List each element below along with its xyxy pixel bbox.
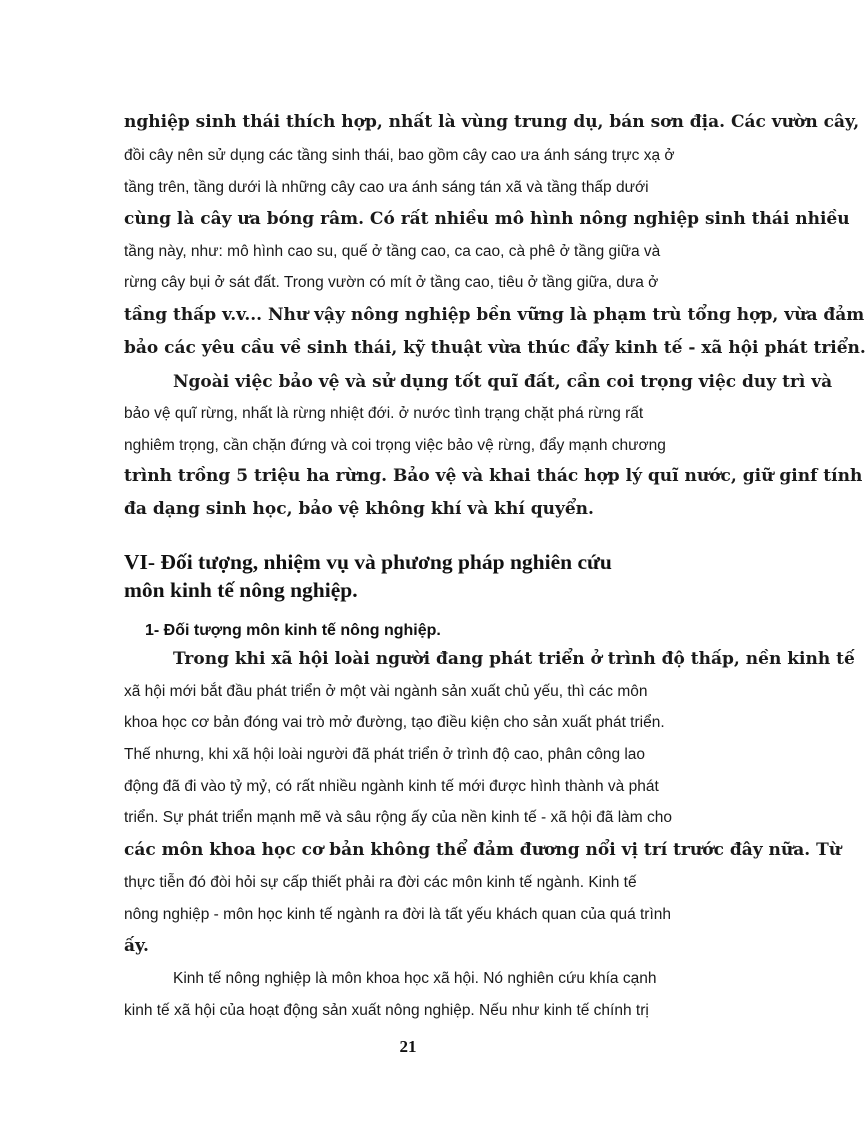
paragraph-3-line: thực tiễn đó đòi hỏi sự cấp thiết phải ra đời các môn kinh tế ngành. Kinh tế [124, 874, 637, 891]
paragraph-1-line: rừng cây bụi ở sát đất. Trong vườn có mít ở tầng cao, tiêu ở tầng giữa, dưa ở [124, 274, 659, 291]
paragraph-2-line: bảo vệ quĩ rừng, nhất là rừng nhiệt đới. ở nước tình trạng chặt phá rừng rất [124, 405, 644, 422]
paragraph-1-line: đồi cây nên sử dụng các tầng sinh thái, bao gồm cây cao ưa ánh sáng trực xạ ở [124, 147, 675, 164]
paragraph-3-line: khoa học cơ bản đóng vai trò mở đường, tạo điều kiện cho sản xuất phát triển. [124, 714, 665, 731]
paragraph-1-line: cùng là cây ưa bóng râm. Có rất nhiều mô hình nông nghiệp sinh thái nhiều [124, 209, 850, 229]
section-heading-line: môn kinh tế nông nghiệp. [124, 578, 358, 602]
subsection-heading: 1- Đối tượng môn kinh tế nông nghiệp. [145, 622, 441, 639]
paragraph-4-line: kinh tế xã hội của hoạt động sản xuất nông nghiệp. Nếu như kinh tế chính trị [124, 1002, 649, 1019]
paragraph-3-line: Trong khi xã hội loài người đang phát triển ở trình độ thấp, nền kinh tế [173, 649, 855, 669]
paragraph-1-line: bảo các yêu cầu về sinh thái, kỹ thuật vừa thúc đẩy kinh tế - xã hội phát triển. [124, 338, 866, 358]
paragraph-3-line: xã hội mới bắt đầu phát triển ở một vài ngành sản xuất chủ yếu, thì các môn [124, 683, 648, 700]
paragraph-3-line: Thế nhưng, khi xã hội loài người đã phát triển ở trình độ cao, phân công lao [124, 746, 646, 763]
paragraph-4-line: Kinh tế nông nghiệp là môn khoa học xã hội. Nó nghiên cứu khía cạnh [173, 970, 657, 987]
paragraph-3-line: các môn khoa học cơ bản không thể đảm đương nổi vị trí trước đây nữa. Từ [124, 840, 842, 860]
paragraph-2-line: Ngoài việc bảo vệ và sử dụng tốt quĩ đất, cần coi trọng việc duy trì và [173, 372, 833, 392]
paragraph-3-line: triển. Sự phát triển mạnh mẽ và sâu rộng ấy của nền kinh tế - xã hội đã làm cho [124, 809, 673, 826]
paragraph-3-line: ấy. [124, 936, 149, 956]
paragraph-1-line: tầng trên, tầng dưới là những cây cao ưa ánh sáng tán xã và tầng thấp dưới [124, 179, 649, 196]
paragraph-2-line: đa dạng sinh học, bảo vệ không khí và khí quyển. [124, 499, 594, 519]
paragraph-2-line: nghiêm trọng, cần chặn đứng và coi trọng việc bảo vệ rừng, đẩy mạnh chương [124, 437, 666, 454]
section-heading-line: VI- Đối tượng, nhiệm vụ và phương pháp nghiên cứu [124, 550, 612, 574]
paragraph-1-line: tầng thấp v.v... Như vậy nông nghiệp bền vững là phạm trù tổng hợp, vừa đảm [124, 305, 865, 325]
paragraph-2-line: trình trồng 5 triệu ha rừng. Bảo vệ và khai thác hợp lý quĩ nước, giữ ginf tính [124, 466, 863, 486]
paragraph-3-line: động đã đi vào tỷ mỷ, có rất nhiều ngành kinh tế mới được hình thành và phát [124, 778, 659, 795]
paragraph-1-line: tầng này, như: mô hình cao su, quế ở tầng cao, ca cao, cà phê ở tầng giữa và [124, 243, 661, 260]
page-number: 21 [399, 1037, 417, 1056]
paragraph-1-line: nghiệp sinh thái thích hợp, nhất là vùng trung dụ, bán sơn địa. Các vườn cây, [124, 112, 860, 132]
paragraph-3-line: nông nghiệp - môn học kinh tế ngành ra đời là tất yếu khách quan của quá trình [124, 906, 672, 923]
